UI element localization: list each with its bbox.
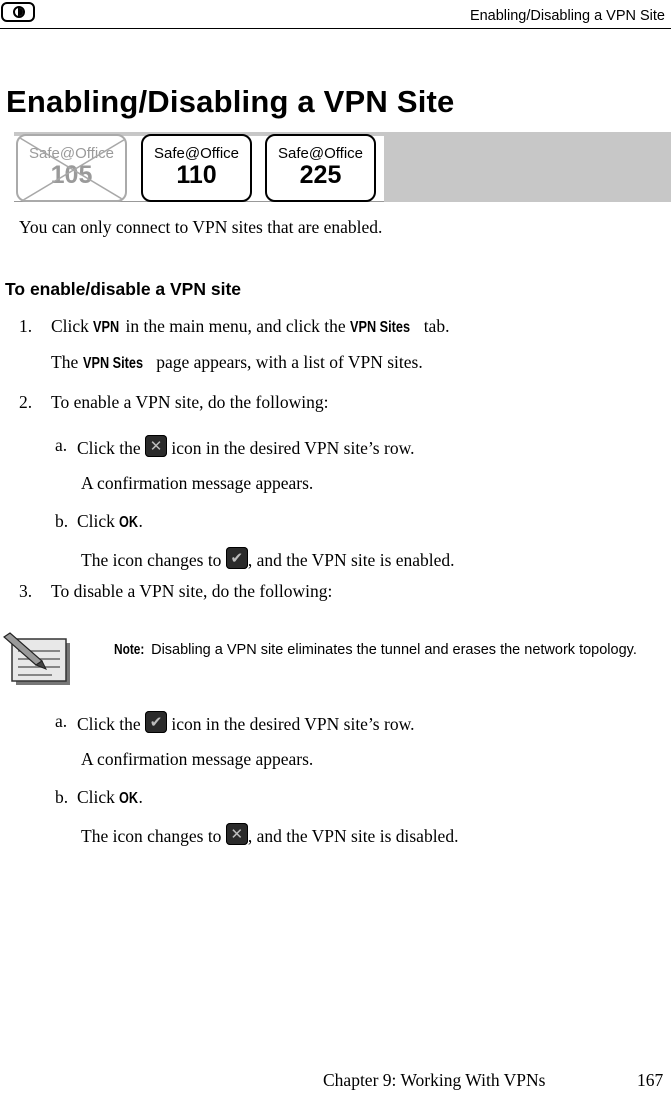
step-2-number: 2. <box>19 392 33 412</box>
model-badge-105 <box>16 134 127 202</box>
model-number: 110 <box>176 161 217 189</box>
ui-term-ok: OK <box>119 514 139 531</box>
ui-term-vpn-sites: VPN Sites <box>350 319 411 336</box>
step-3-text: To disable a VPN site, do the following: <box>51 581 333 601</box>
ui-term-vpn: VPN <box>93 319 120 336</box>
note-body: Disabling a VPN site eliminates the tunnel and erases the network topology. <box>147 642 637 658</box>
step-2a-label: a. <box>55 435 68 455</box>
model-number: 225 <box>299 161 342 189</box>
step-3a-result: A confirmation message appears. <box>81 749 314 769</box>
ui-term-ok: OK <box>119 790 139 807</box>
note-pencil-icon <box>2 631 72 687</box>
running-header: Enabling/Disabling a VPN Site <box>469 8 665 24</box>
step-3-number: 3. <box>19 581 33 601</box>
step-2b-text: Click OK. <box>77 511 143 531</box>
step-2a-result: A confirmation message appears. <box>81 473 314 493</box>
model-badge-225 <box>265 134 376 202</box>
model-brand: Safe@Office <box>154 145 239 162</box>
enabled-site-check-icon: ✔ <box>226 547 248 569</box>
model-number: 105 <box>50 161 93 189</box>
note-callout <box>114 638 654 663</box>
page-title: Enabling/Disabling a VPN Site <box>6 84 455 119</box>
ui-term-vpn-sites: VPN Sites <box>82 355 143 372</box>
step-1-result: The VPN Sites page appears, with a list of VPN sites. <box>51 352 423 372</box>
step-2-text: To enable a VPN site, do the following: <box>51 392 329 412</box>
step-2b-label: b. <box>55 511 69 531</box>
step-2b-result: The icon changes to ✔ , and the VPN site is enabled. <box>81 549 455 570</box>
product-logo-icon <box>1 2 35 22</box>
step-3a-text: Click the ✔ icon in the desired VPN site’s row. <box>77 713 415 734</box>
unsupported-cross-icon <box>18 136 127 202</box>
step-3b-label: b. <box>55 787 69 807</box>
step-3a-label: a. <box>55 711 68 731</box>
intro-paragraph: You can only connect to VPN sites that are enabled. <box>19 217 383 237</box>
step-3b-result: The icon changes to ✕ , and the VPN site is disabled. <box>81 825 459 846</box>
procedure-heading: To enable/disable a VPN site <box>5 279 242 299</box>
model-applicability-bar <box>14 132 671 202</box>
model-brand: Safe@Office <box>278 145 363 162</box>
model-badge-110 <box>141 134 252 202</box>
model-brand: Safe@Office <box>29 145 114 162</box>
note-label: Note: <box>114 642 145 658</box>
step-1-text: Click VPN in the main menu, and click the VPN Sites tab. <box>51 316 450 336</box>
footer-chapter: Chapter 9: Working With VPNs <box>323 1070 546 1090</box>
step-2a-text: Click the ✕ icon in the desired VPN site’s row. <box>77 437 415 458</box>
page-number: 167 <box>637 1070 664 1090</box>
disabled-site-x-icon: ✕ <box>226 823 248 845</box>
header-rule <box>0 28 671 29</box>
step-1-number: 1. <box>19 316 33 336</box>
disabled-site-x-icon: ✕ <box>145 435 167 457</box>
enabled-site-check-icon: ✔ <box>145 711 167 733</box>
step-3b-text: Click OK. <box>77 787 143 807</box>
